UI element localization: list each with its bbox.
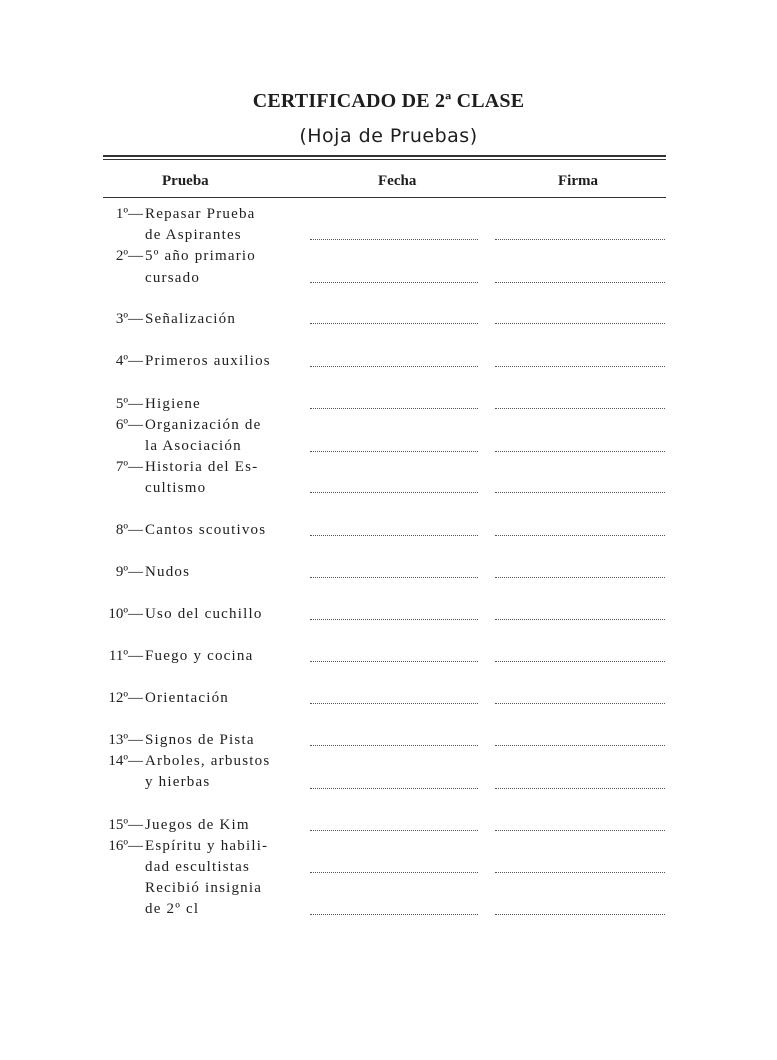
row-label: la Asociación xyxy=(145,438,242,454)
fecha-line xyxy=(310,830,478,831)
fecha-line xyxy=(310,577,478,578)
row-label: cultismo xyxy=(145,480,207,496)
fecha-line xyxy=(310,323,478,324)
fecha-line xyxy=(310,872,478,873)
row-number: 7º— xyxy=(115,459,143,475)
fecha-line xyxy=(310,788,478,789)
row-label: Fuego y cocina xyxy=(145,648,254,664)
row-number: 11º— xyxy=(108,648,143,664)
column-header-rule xyxy=(103,197,666,198)
row-number: 5º— xyxy=(115,396,143,412)
row-number: 16º— xyxy=(108,838,143,854)
row-label: Uso del cuchillo xyxy=(145,606,263,622)
row-label: Organización de xyxy=(145,417,262,433)
fecha-line xyxy=(310,366,478,367)
firma-line xyxy=(495,323,665,324)
row-label: dad escultistas xyxy=(145,859,251,875)
row-number: 6º— xyxy=(115,417,143,433)
row-label: de Aspirantes xyxy=(145,227,242,243)
firma-line xyxy=(495,830,665,831)
row-number: 15º— xyxy=(108,817,143,833)
firma-line xyxy=(495,788,665,789)
column-header-prueba: Prueba xyxy=(162,173,209,189)
firma-line xyxy=(495,282,665,283)
firma-line xyxy=(495,703,665,704)
firma-line xyxy=(495,366,665,367)
row-label: Recibió insignia xyxy=(145,880,263,896)
row-label: Orientación xyxy=(145,690,230,706)
row-number: 1º— xyxy=(115,206,143,222)
firma-line xyxy=(495,872,665,873)
row-label: Cantos scoutivos xyxy=(145,522,267,538)
row-label: y hierbas xyxy=(145,774,211,790)
row-label: de 2º cl xyxy=(145,901,200,917)
row-label: Señalización xyxy=(145,311,237,327)
row-number: 2º— xyxy=(115,248,143,264)
fecha-line xyxy=(310,703,478,704)
row-label: Espíritu y habili- xyxy=(145,838,269,854)
fecha-line xyxy=(310,535,478,536)
fecha-line xyxy=(310,451,478,452)
row-label: Historia del Es- xyxy=(145,459,259,475)
fecha-line xyxy=(310,914,478,915)
column-header-fecha: Fecha xyxy=(378,173,417,189)
fecha-line xyxy=(310,661,478,662)
firma-line xyxy=(495,535,665,536)
row-number: 13º— xyxy=(108,732,143,748)
firma-line xyxy=(495,745,665,746)
row-number: 3º— xyxy=(115,311,143,327)
firma-line xyxy=(495,577,665,578)
firma-line xyxy=(495,451,665,452)
row-label: Juegos de Kim xyxy=(145,817,250,833)
fecha-line xyxy=(310,408,478,409)
row-number: 12º— xyxy=(108,690,143,706)
header-rule-top-2 xyxy=(103,159,666,160)
firma-line xyxy=(495,239,665,240)
row-label: Nudos xyxy=(145,564,191,580)
firma-line xyxy=(495,408,665,409)
fecha-line xyxy=(310,492,478,493)
firma-line xyxy=(495,492,665,493)
row-number: 8º— xyxy=(115,522,143,538)
row-label: Higiene xyxy=(145,396,201,412)
row-label: Repasar Prueba xyxy=(145,206,256,222)
fecha-line xyxy=(310,282,478,283)
firma-line xyxy=(495,914,665,915)
row-number: 10º— xyxy=(108,606,143,622)
column-header-firma: Firma xyxy=(558,173,598,189)
fecha-line xyxy=(310,619,478,620)
firma-line xyxy=(495,619,665,620)
row-label: cursado xyxy=(145,270,201,286)
row-label: 5º año primario xyxy=(145,248,256,264)
page-subtitle: (Hoja de Pruebas) xyxy=(299,125,478,147)
fecha-line xyxy=(310,745,478,746)
page-title: CERTIFICADO DE 2ª CLASE xyxy=(252,90,525,112)
row-number: 14º— xyxy=(108,753,143,769)
fecha-line xyxy=(310,239,478,240)
row-label: Primeros auxilios xyxy=(145,353,271,369)
row-number: 4º— xyxy=(115,353,143,369)
firma-line xyxy=(495,661,665,662)
row-label: Signos de Pista xyxy=(145,732,255,748)
row-number: 9º— xyxy=(115,564,143,580)
row-label: Arboles, arbustos xyxy=(145,753,271,769)
header-rule-top xyxy=(103,155,666,157)
